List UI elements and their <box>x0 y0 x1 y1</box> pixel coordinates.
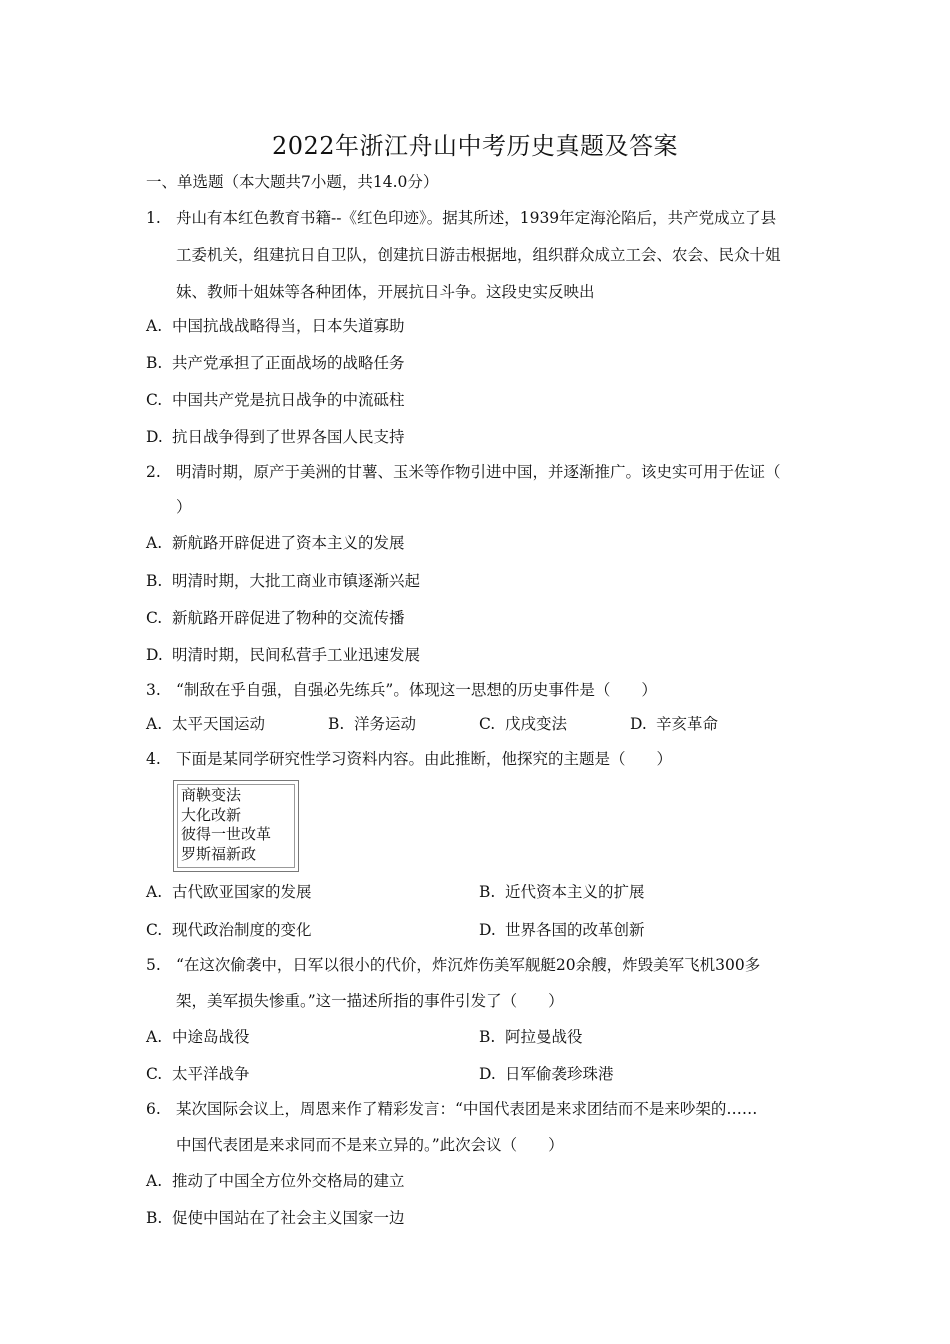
option-b[interactable]: B. 明清时期，大批工商业市镇逐渐兴起 <box>146 572 421 590</box>
option-a[interactable]: A. 太平天国运动 <box>146 715 266 733</box>
option-b[interactable]: B. 促使中国站在了社会主义国家一边 <box>146 1209 405 1227</box>
question-1 <box>146 206 776 228</box>
question-number: 3. <box>146 681 161 699</box>
question-4 <box>146 747 672 769</box>
question-text: ） <box>176 498 192 516</box>
option-c[interactable]: C. 现代政治制度的变化 <box>146 921 312 939</box>
option-b[interactable]: B. 共产党承担了正面战场的战略任务 <box>146 354 405 372</box>
material-item: 罗斯福新政 <box>181 844 257 863</box>
material-box-inner <box>177 784 295 868</box>
material-item: 彼得一世改革 <box>181 825 272 843</box>
option-d[interactable]: D. 日军偷袭珍珠港 <box>479 1065 614 1083</box>
material-box <box>173 780 299 872</box>
option-d[interactable]: D. 抗日战争得到了世界各国人民支持 <box>146 428 405 446</box>
question-text: 工委机关，组建抗日自卫队，创建抗日游击根据地，组织群众成立工会、农会、民众十姐 <box>176 246 781 264</box>
option-c[interactable]: C. 中国共产党是抗日战争的中流砥柱 <box>146 391 405 409</box>
question-2 <box>146 460 781 482</box>
question-number: 5. <box>146 956 161 974</box>
question-text: 妹、教师十姐妹等各种团体，开展抗日斗争。这段史实反映出 <box>176 283 595 301</box>
question-text: 舟山有本红色教育书籍--《红色印迹》。据其所述，1939年定海沦陷后，共产党成立了县 <box>176 209 777 227</box>
option-d[interactable]: D. 世界各国的改革创新 <box>479 921 645 939</box>
question-text: 中国代表团是来求同而不是来立异的。”此次会议（ ） <box>176 1136 564 1154</box>
option-a[interactable]: A. 新航路开辟促进了资本主义的发展 <box>146 534 405 552</box>
option-c[interactable]: C. 太平洋战争 <box>146 1065 250 1083</box>
question-3 <box>146 678 657 700</box>
option-a[interactable]: A. 古代欧亚国家的发展 <box>146 883 312 901</box>
question-number: 4. <box>146 750 161 768</box>
option-c[interactable]: C. 戊戌变法 <box>479 715 568 733</box>
question-text: 某次国际会议上，周恩来作了精彩发言：“中国代表团是来求团结而不是来吵架的…… <box>176 1100 758 1118</box>
question-text: 下面是某同学研究性学习资料内容。由此推断，他探究的主题是（ ） <box>176 750 673 768</box>
page-title: 2022年浙江舟山中考历史真题及答案 <box>271 132 679 160</box>
material-item: 商鞅变法 <box>181 786 242 804</box>
question-number: 1. <box>146 209 161 227</box>
question-text: 明清时期，原产于美洲的甘薯、玉米等作物引进中国，并逐渐推广。该史实可用于佐证（ <box>176 463 781 481</box>
question-number: 2. <box>146 463 161 481</box>
question-text: “在这次偷袭中，日军以很小的代价，炸沉炸伤美军舰艇20余艘，炸毁美军飞机300多 <box>176 956 761 974</box>
option-a[interactable]: A. 中国抗战战略得当，日本失道寡助 <box>146 317 405 335</box>
option-d[interactable]: D. 辛亥革命 <box>630 715 719 733</box>
option-b[interactable]: B. 近代资本主义的扩展 <box>479 883 645 901</box>
option-c[interactable]: C. 新航路开辟促进了物种的交流传播 <box>146 609 405 627</box>
option-a[interactable]: A. 中途岛战役 <box>146 1028 250 1046</box>
material-item: 大化改新 <box>181 805 242 824</box>
option-b[interactable]: B. 洋务运动 <box>328 715 417 733</box>
question-text: “制敌在乎自强，自强必先练兵”。体现这一思想的历史事件是（ ） <box>176 681 657 699</box>
section-heading: 一、单选题（本大题共7小题，共14.0分） <box>146 173 439 191</box>
option-b[interactable]: B. 阿拉曼战役 <box>479 1028 583 1046</box>
question-number: 6. <box>146 1100 161 1118</box>
question-6 <box>146 1097 757 1119</box>
option-a[interactable]: A. 推动了中国全方位外交格局的建立 <box>146 1172 405 1190</box>
question-text: 架，美军损失惨重。”这一描述所指的事件引发了（ ） <box>176 992 564 1010</box>
option-d[interactable]: D. 明清时期，民间私营手工业迅速发展 <box>146 646 421 664</box>
question-5 <box>146 953 760 975</box>
